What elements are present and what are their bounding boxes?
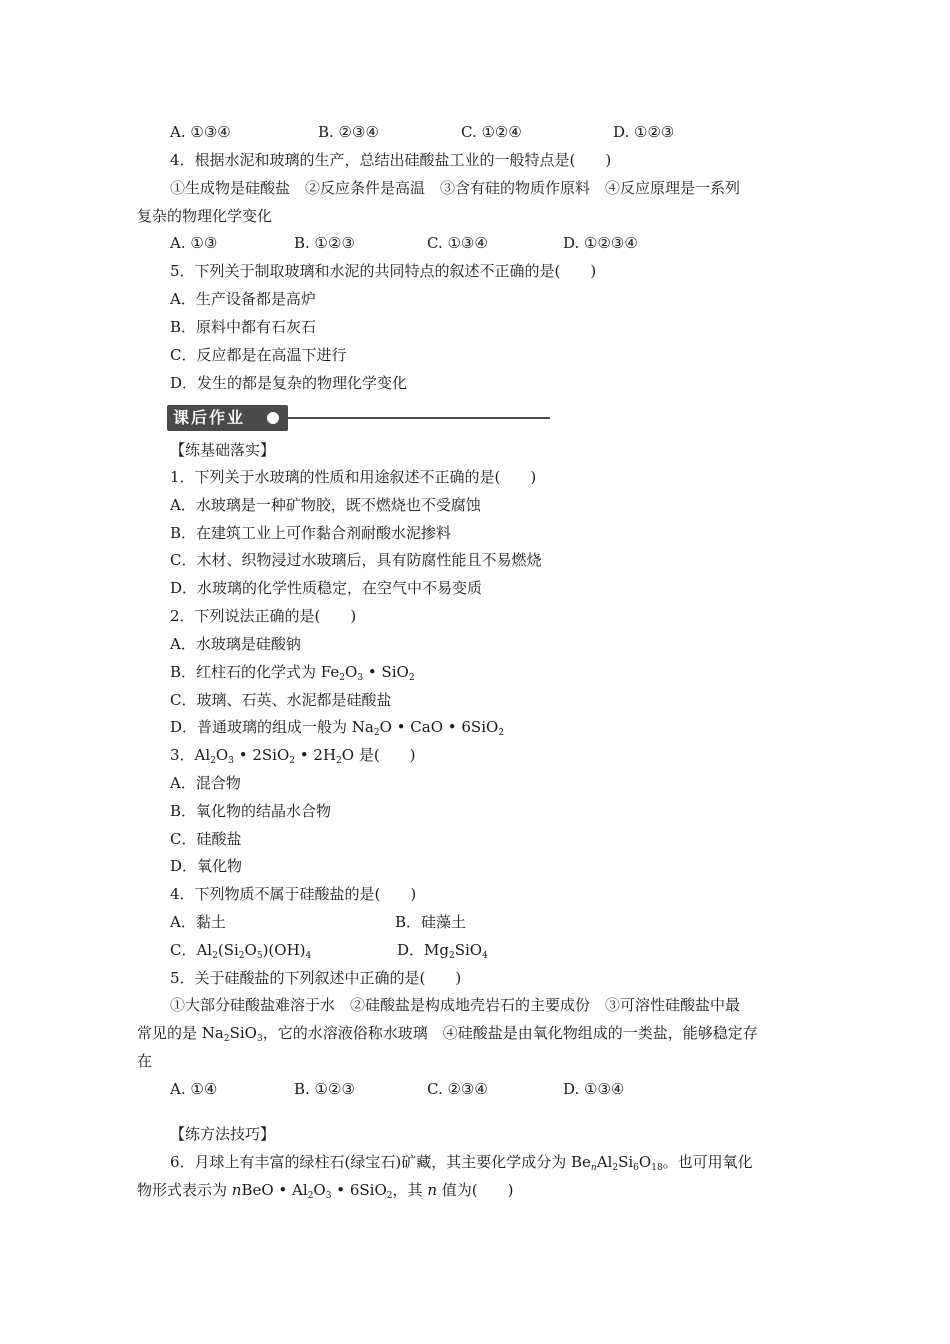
hw-question-3-option-a: A．混合物 bbox=[170, 774, 241, 792]
hw-question-2-stem: 2．下列说法正确的是( ) bbox=[170, 607, 357, 625]
prev-option-d: D. ①②③ bbox=[613, 123, 675, 141]
subsection-method: 【练方法技巧】 bbox=[170, 1125, 276, 1143]
hw-question-1-option-d: D．水玻璃的化学性质稳定，在空气中不易变质 bbox=[170, 579, 483, 597]
question-4-stem: 4．根据水泥和玻璃的生产，总结出硅酸盐工业的一般特点是( ) bbox=[170, 151, 612, 169]
question-5-option-c: C．反应都是在高温下进行 bbox=[170, 346, 347, 364]
hw-question-3-option-b: B．氧化物的结晶水合物 bbox=[170, 802, 332, 820]
hw-question-1-option-b: B．在建筑工业上可作黏合剂耐酸水泥掺料 bbox=[170, 524, 452, 542]
hw-question-5-option-c: C. ②③④ bbox=[427, 1080, 488, 1098]
prev-option-b: B. ②③④ bbox=[318, 123, 379, 141]
question-4-items: ①生成物是硅酸盐 ②反应条件是高温 ③含有硅的物质作原料 ④反应原理是一系列 bbox=[170, 179, 741, 197]
hw-question-4-option-b: B．硅藻土 bbox=[395, 913, 467, 931]
hw-question-2-option-a: A．水玻璃是硅酸钠 bbox=[170, 635, 301, 653]
hw-question-2-option-b: B．红柱石的化学式为 $Fe_2O_3$ • SiO$_2$ bbox=[170, 663, 415, 683]
hw-question-3-option-d: D．氧化物 bbox=[170, 857, 243, 875]
subsection-basic: 【练基础落实】 bbox=[170, 441, 276, 459]
section-header bbox=[167, 405, 552, 431]
hw-question-5-items: ①大部分硅酸盐难溶于水 ②硅酸盐是构成地壳岩石的主要成份 ③可溶性硅酸盐中最 bbox=[170, 996, 741, 1014]
hw-question-6-stem: 6．月球上有丰富的绿柱石(绿宝石)矿藏，其主要化学成分为 $Be_nAl_2Si_6O_{18}$。也可用氧化 bbox=[170, 1153, 753, 1173]
hw-question-2-option-c: C．玻璃、石英、水泥都是硅酸盐 bbox=[170, 691, 392, 709]
hw-question-1-stem: 1．下列关于水玻璃的性质和用途叙述不正确的是( ) bbox=[170, 468, 537, 486]
hw-question-4-option-d: D．$Mg_2SiO_4$ bbox=[397, 941, 488, 961]
hw-question-3-stem: 3．$Al_2O_3$ • 2SiO$_2$ • $2H_2O$ 是( ) bbox=[170, 746, 416, 766]
question-5-option-d: D．发生的都是复杂的物理化学变化 bbox=[170, 374, 408, 392]
question-4-option-c: C. ①③④ bbox=[427, 234, 488, 252]
hw-question-1-option-c: C．木材、织物浸过水玻璃后，具有防腐性能且不易燃烧 bbox=[170, 551, 542, 569]
bullet-icon bbox=[267, 412, 279, 424]
section-rule bbox=[288, 417, 550, 419]
question-4-option-d: D. ①②③④ bbox=[563, 234, 638, 252]
hw-question-5-option-b: B. ①②③ bbox=[294, 1080, 355, 1098]
hw-question-2-option-d: D．普通玻璃的组成一般为 $Na_2O$ • CaO • 6SiO$_2$ bbox=[170, 718, 505, 738]
section-header-title: 课后作业 bbox=[173, 408, 246, 427]
hw-question-5-option-d: D. ①③④ bbox=[563, 1080, 625, 1098]
hw-question-5-items-cont: 常见的是 $Na_2SiO_3$，它的水溶液俗称水玻璃 ④硅酸盐是由氧化物组成的一类盐，能够稳定存 bbox=[137, 1024, 758, 1044]
question-5-stem: 5．下列关于制取玻璃和水泥的共同特点的叙述不正确的是( ) bbox=[170, 262, 597, 280]
hw-question-4-stem: 4．下列物质不属于硅酸盐的是( ) bbox=[170, 885, 417, 903]
question-4-items-cont: 复杂的物理化学变化 bbox=[137, 207, 273, 225]
hw-question-3-option-c: C．硅酸盐 bbox=[170, 830, 242, 848]
question-4-option-b: B. ①②③ bbox=[294, 234, 355, 252]
hw-question-5-option-a: A. ①④ bbox=[170, 1080, 218, 1098]
question-5-option-a: A．生产设备都是高炉 bbox=[170, 290, 316, 308]
hw-question-4-option-c: C．$Al_2(Si_2O_5)(OH)_4$ bbox=[170, 941, 312, 961]
hw-question-4-option-a: A．黏土 bbox=[170, 913, 226, 931]
question-5-option-b: B．原料中都有石灰石 bbox=[170, 318, 317, 336]
hw-question-5-stem: 5．关于硅酸盐的下列叙述中正确的是( ) bbox=[170, 969, 462, 987]
prev-option-a: A. ①③④ bbox=[170, 123, 231, 141]
prev-option-c: C. ①②④ bbox=[461, 123, 522, 141]
hw-question-6-stem-cont: 物形式表示为 nBeO • $Al_2O_3$ • 6SiO$_2$，其 n 值为( ) bbox=[137, 1181, 514, 1201]
question-4-option-a: A. ①③ bbox=[170, 234, 218, 252]
hw-question-1-option-a: A．水玻璃是一种矿物胶，既不燃烧也不受腐蚀 bbox=[170, 496, 481, 514]
hw-question-5-items-end: 在 bbox=[137, 1052, 153, 1070]
